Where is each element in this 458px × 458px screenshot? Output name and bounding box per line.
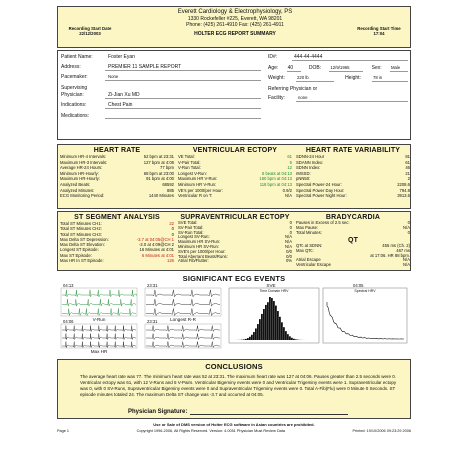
ecg-strip-panel <box>61 324 137 348</box>
stat-label: SVE Total: <box>178 220 198 225</box>
stat-value: 118 bpm at 04:13 <box>259 181 292 187</box>
sex-value: Male <box>390 65 408 72</box>
histogram-bar <box>291 338 293 340</box>
conclusions-text: The average heart rate was 77. The minimum heart rate was 52 at 23:31. The maximum heart rate was 127 at 04:06. Pauses greater than 2.5 seconds were 0. Ventricular ectopy was 61, with 12 V-Runs and 5 V-Pairs. Ventricular Bigeminy events were 0 and Ventricular Trigeminy events were 1. Supraventricular ectopy was 0, with 0 SV-Runs, Supraventricular Bigeminy events were 0 and Supraventricular Trigeminy events were 0. Total A-Fib(Flu) were 0 Minute 0 Seconds. ST episode minutes totaled 24. The maximum Delta ST change was -3.7 and occurred at 04:05. <box>80 374 397 397</box>
stat-value: 12 <box>287 165 292 171</box>
pacemaker-label: Pacemaker: <box>61 74 88 80</box>
stat-value: N/A <box>403 224 410 230</box>
stats-bottom <box>57 211 411 271</box>
supervising-label: Supervising <box>61 84 88 91</box>
ventricular-ectopy-rows <box>178 154 292 199</box>
weight-value: 220 lb <box>296 75 334 82</box>
footer-line <box>57 429 411 434</box>
stat-label: Max Delta ST Elevation: <box>60 242 105 248</box>
stat-label: Max Pause: <box>296 224 319 230</box>
stat-value: 2208.6 <box>397 181 410 187</box>
stats-top <box>57 144 411 209</box>
ecg-panel-time: 04:05 <box>353 283 364 288</box>
ecg-panel-caption: V-Run <box>92 317 106 322</box>
patient-left <box>61 54 261 119</box>
clinic-name: Everett Cardiology & Electrophysiology, PS <box>177 9 293 15</box>
stat-value: N/A <box>403 262 410 268</box>
ventricular-ectopy-title: VENTRICULAR ECTOPY <box>192 147 278 154</box>
histogram-bar <box>257 324 259 340</box>
heart-rate-rows <box>60 154 174 199</box>
histogram-bar <box>265 305 267 340</box>
qt-title: QT <box>347 236 359 244</box>
stat-label: Longest SV-Run: <box>178 234 210 240</box>
stat-label: rMSSD: <box>296 170 311 176</box>
stat-label: SV-Run Total: <box>178 229 204 235</box>
stat-label: Spectral Power Night Hour: <box>296 193 347 199</box>
hrv-section <box>296 147 410 199</box>
stat-value: 81 <box>405 154 410 159</box>
histogram-bar <box>287 334 289 340</box>
qt-rows <box>296 244 410 269</box>
address-value: PREMIER 11 SAMPLE REPORT <box>105 64 261 71</box>
histogram-bar <box>273 301 275 340</box>
heart-rate-section <box>60 147 174 199</box>
stat-value: at 17:06. HR 88 bpm. <box>370 252 410 258</box>
stat-row <box>178 193 292 199</box>
histogram-bar <box>259 319 261 340</box>
stat-label: Total ST Minutes CH3: <box>60 231 102 237</box>
histogram-bar <box>255 328 257 340</box>
stat-value: 0 <box>289 220 292 225</box>
recording-start-date <box>60 26 120 37</box>
histogram-bar <box>289 336 291 340</box>
physician-label: Physician: <box>61 91 84 98</box>
supraventricular-section <box>178 214 292 264</box>
footer-printed: Printed: 19/10/2006 09:23:29 2006 <box>352 429 411 434</box>
stat-value: 0 <box>289 224 292 230</box>
physician-signature <box>128 409 348 415</box>
medications-value <box>105 113 261 119</box>
sex-label: Sex: <box>371 64 382 71</box>
report-page <box>57 6 411 452</box>
stat-value: 0/0 <box>286 253 292 259</box>
stat-value: 160 bpm at 04:13 <box>259 176 292 182</box>
medications-label: Medications: <box>61 112 90 119</box>
stat-value: 6 Minutes at 4:01 <box>141 252 174 258</box>
clinic-phone: Phone: (425) 261-4910 Fax: (425) 261-4911 <box>186 22 284 28</box>
ecg-panel-time: 23:31 <box>147 319 158 324</box>
stat-label: SDNN Index: <box>296 165 321 171</box>
stat-label: Average HR-24 Hours: <box>60 165 103 171</box>
stat-value: 127 bpm at 4:06 <box>143 159 174 165</box>
stat-label: Total ST Minutes CH2: <box>60 226 102 232</box>
physician-value: Zi-Jian Xu MD <box>105 92 261 99</box>
stat-value: 0 <box>289 229 292 235</box>
recording-start-date-label: Recording Start Date <box>68 26 112 31</box>
heart-rate-title: HEART RATE <box>93 147 141 154</box>
footer-copyright: Copyright 1996-2006, All Rights Reserved. Version: 4.0051 Physician Must Review Data <box>136 429 285 434</box>
stat-value: 61 <box>405 159 410 165</box>
stat-label: Max Delta ST Depression: <box>60 236 109 242</box>
stat-value: N/A <box>285 193 292 199</box>
stat-label: pNN50: <box>296 176 311 182</box>
stat-label: Maximum HR-3 Intervals: <box>60 159 108 165</box>
stat-label: Max ST Episode: <box>60 252 92 258</box>
ecg-panel-caption: SVE <box>266 283 276 288</box>
stat-value: 455 ms (Ch. 2) <box>382 242 410 248</box>
stat-row <box>60 258 174 263</box>
histogram-bar <box>281 322 283 340</box>
stat-value: 0% <box>285 258 292 264</box>
address-label: Address: <box>61 63 81 70</box>
supraventricular-rows <box>178 221 292 264</box>
report-title: HOLTER ECG REPORT SUMMARY <box>194 31 276 37</box>
ecg-strip-panel <box>145 288 221 316</box>
indications-value: Chest Pain <box>105 102 261 109</box>
stat-label: QTc at SDNN: <box>296 242 323 248</box>
stat-label: Maximum HR-Hourly: <box>60 176 101 182</box>
histogram-bar <box>251 335 253 340</box>
histogram-bar <box>243 339 245 340</box>
age-value: 40 <box>287 65 301 72</box>
height-value: 78 in <box>372 75 408 82</box>
indications-label: Indications: <box>61 102 87 108</box>
recording-start-time-label: Recording Start Time <box>357 26 401 31</box>
histogram-bar <box>275 306 277 340</box>
stat-value: 77 bpm <box>160 165 174 171</box>
clinic-address: 1330 Rockefeller #225, Everett, WA 98201 <box>187 16 283 22</box>
recording-start-time-value: 17:04 <box>373 31 385 37</box>
dob-label: DOB: <box>308 64 322 71</box>
facility-label: Facility: <box>268 95 285 101</box>
histogram-bar <box>247 338 249 340</box>
ecg-events-title: SIGNIFICANT ECG EVENTS <box>182 274 286 283</box>
report-header <box>57 6 411 48</box>
stat-label: SV-Pair Total: <box>178 224 204 230</box>
stat-value: 8 beats at 04:13 <box>261 170 292 176</box>
stat-label: Ventricular R on T: <box>178 193 213 199</box>
histogram-bar <box>277 311 279 340</box>
patient-info <box>57 50 411 140</box>
stat-label: Longest V-Run: <box>178 170 207 176</box>
histogram-title: Time Domain HRV <box>259 289 289 293</box>
histogram-bar <box>283 327 285 340</box>
stat-value: -3.7 at 04:05@CH 1 <box>136 236 174 242</box>
stat-label: SDNN-24 Hour <box>296 154 325 159</box>
conclusions-title: CONCLUSIONS <box>205 362 263 371</box>
stat-value: 68592 <box>162 181 174 187</box>
stat-label: Minimum HR V-Run: <box>178 181 217 187</box>
footer-page: Page 1 <box>57 429 70 434</box>
histogram-bar <box>261 314 263 340</box>
report-footer <box>57 422 411 452</box>
signature-label: Physician Signature: <box>128 409 188 415</box>
stat-value: 5 <box>289 159 292 165</box>
stat-label: SDANN Index: <box>296 159 324 165</box>
stat-label: SVE's per 1000/per Hour: <box>178 248 226 254</box>
bradycardia-section <box>296 214 410 268</box>
st-segment-title: ST SEGMENT ANALYSIS <box>74 214 160 221</box>
patient-name-value: Foster Eyan <box>108 54 135 60</box>
stat-label: VE Total: <box>178 154 195 159</box>
ecg-panel-time: 04:06 <box>63 319 74 324</box>
id-label: ID#: <box>268 54 278 60</box>
conclusions-section <box>57 359 411 419</box>
histogram-bar <box>253 332 255 340</box>
spectral-title: Spectral HRV <box>354 289 376 293</box>
stat-label: Max QTc: <box>296 247 314 253</box>
stat-value: N/A <box>285 243 292 249</box>
stat-value: 885 <box>167 187 174 193</box>
stat-value: 467 ms <box>396 247 410 253</box>
st-segment-rows <box>60 221 174 263</box>
stat-value: 61 <box>287 154 292 159</box>
histogram-bar <box>295 339 297 340</box>
stat-label: VE's per 1000/per Hour: <box>178 187 223 193</box>
stat-value: 16 Minutes at 4:01 <box>139 247 174 253</box>
stat-label: Pauses in Excess of 2.5 sec: <box>296 220 350 225</box>
stat-value: 22 <box>169 221 174 226</box>
stat-label: Analyzed Beats: <box>60 181 91 187</box>
bradycardia-title: BRADYCARDIA <box>325 214 381 221</box>
stat-label: Minimum HR-4 Intervals: <box>60 154 107 159</box>
stat-value: 126 <box>167 258 174 264</box>
stat-value: N/A <box>403 257 410 263</box>
stat-label: ECG Monitoring Period: <box>60 193 105 199</box>
hrv-title: HEART RATE VARIABILITY <box>305 147 401 154</box>
spectral-panel <box>323 288 407 343</box>
stat-value: 1440 Minutes <box>148 193 174 199</box>
stat-value: 794.8 <box>399 187 410 193</box>
footer-disclaimer: Use or Sale of DMS version of Holter ECG software in Asian countries are prohibited. <box>153 422 315 427</box>
facility-value: none <box>296 95 408 102</box>
stat-value: N/A <box>285 234 292 240</box>
stat-row <box>60 193 174 199</box>
stat-label: Atrial Escape <box>296 257 321 263</box>
histogram-bar <box>263 309 265 340</box>
ecg-panel-time: 04:13 <box>63 283 74 288</box>
dob-value: 12/9/1965 <box>329 65 363 72</box>
stat-label: Maximum HR SV-Run: <box>178 239 221 245</box>
patient-right <box>268 54 408 102</box>
referring-label: Referring Physician or <box>268 85 318 92</box>
stat-label: Maximum HR V-Run: <box>178 176 218 182</box>
stat-label: Spectral Power-24 Hour: <box>296 181 342 187</box>
histogram-bar <box>245 339 247 340</box>
patient-name-label: Patient Name: <box>61 54 93 60</box>
stat-label: Total Aberrant Beats/Runs: <box>178 253 228 259</box>
signature-line <box>190 409 348 415</box>
stat-row <box>296 193 410 199</box>
stat-label: V-Pair Total: <box>178 159 201 165</box>
stat-label: Analyzed Minutes: <box>60 187 95 193</box>
st-segment-section <box>60 214 174 263</box>
stat-label: Max HR In ST Episode: <box>60 258 104 264</box>
pacemaker-value: None <box>105 74 261 81</box>
stat-label: Total Minutes: <box>296 229 322 235</box>
ecg-panel-caption: Longest R-R <box>170 317 196 322</box>
stat-value: -2.0 at 4:09@CH 2 <box>139 242 174 248</box>
stat-label: Minimum HR-Hourly: <box>60 170 99 176</box>
stat-value: 0 <box>171 226 174 232</box>
stat-value: 46 <box>405 165 410 171</box>
stat-row <box>296 231 410 236</box>
stat-value: 21 <box>405 170 410 176</box>
histogram-bar <box>271 298 273 340</box>
histogram-bar <box>293 339 295 340</box>
stat-label: V-Run Total: <box>178 165 201 171</box>
stat-label: Spectral Power Day Hour: <box>296 187 345 193</box>
stat-value: 0 <box>407 220 410 225</box>
histogram-bar <box>269 297 271 340</box>
stat-value: 0 <box>171 231 174 237</box>
stat-value: N/A <box>285 239 292 245</box>
stat-label: Ventricular Escape <box>296 262 331 268</box>
id-value: 444-44-4444 <box>292 54 408 61</box>
weight-label: Weight: <box>268 75 285 81</box>
hrv-rows <box>296 154 410 199</box>
clinic-block <box>128 9 342 37</box>
ecg-strip-panel <box>145 324 221 348</box>
age-label: Age: <box>268 64 279 71</box>
stat-label: Total ST Minutes CH1: <box>60 221 102 226</box>
histogram-bar <box>279 317 281 340</box>
bradycardia-rows <box>296 221 410 236</box>
ecg-strip-panel <box>61 288 137 316</box>
stat-row <box>296 263 410 268</box>
stat-value: 0/0 <box>286 248 292 254</box>
histogram-bar <box>249 337 251 340</box>
stat-label: Longest ST Episode: <box>60 247 99 253</box>
supraventricular-title: SUPRAVENTRICULAR ECTOPY <box>180 214 290 221</box>
stat-value: 52 bpm at 23:31 <box>143 154 174 159</box>
ecg-events-section <box>57 273 411 357</box>
ecg-events-strips <box>57 283 411 357</box>
histogram-bar <box>285 331 287 340</box>
ecg-panel-time: 23:31 <box>147 283 158 288</box>
stat-label: Minimum HR SV-Run: <box>178 243 219 249</box>
stat-value: 3913.6 <box>397 193 410 199</box>
recording-start-date-value: 22/12/2003 <box>79 31 101 37</box>
stat-value: 91 bpm at 4:00 <box>146 176 174 182</box>
stat-row <box>178 259 292 264</box>
ecg-panel-caption: Max HR <box>90 349 108 354</box>
height-label: Height: <box>345 75 361 81</box>
recording-start-time <box>348 26 410 37</box>
ventricular-ectopy-section <box>178 147 292 199</box>
stat-value: 0.9/2 <box>282 187 292 193</box>
histogram-bar <box>267 302 269 340</box>
stat-value: 68 bpm at 23:00 <box>143 170 174 176</box>
stat-value: 2 <box>407 176 410 182</box>
stat-label: Atrial Fib/Flutter: <box>178 258 209 264</box>
stat-value: 0 <box>407 229 410 235</box>
